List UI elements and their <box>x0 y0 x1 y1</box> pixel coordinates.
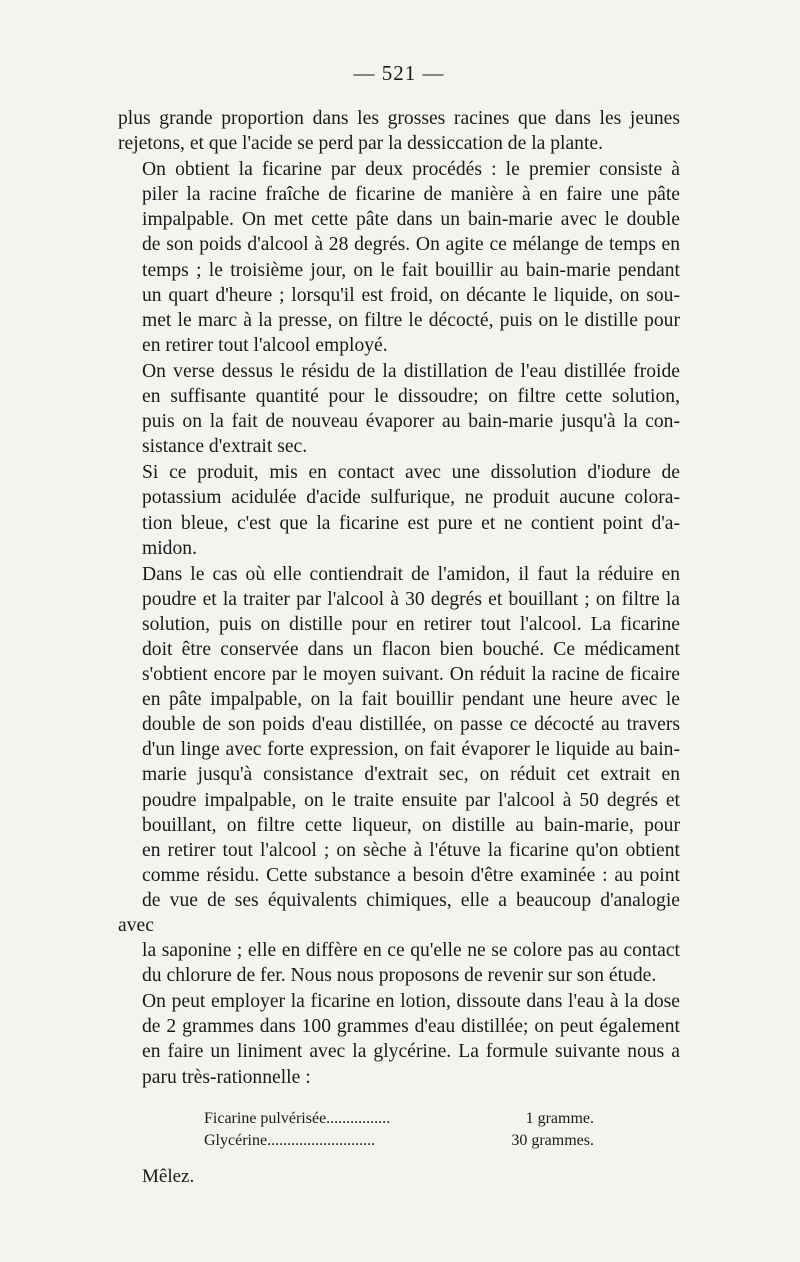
closing-instruction: Mêlez. <box>142 1165 195 1187</box>
text-line: impalpable. On met cette pâte dans un bain-marie avec le double <box>142 209 680 231</box>
text-line: comme résidu. Cette substance a besoin d'être examinée : au point <box>142 864 680 886</box>
paragraph <box>118 106 680 156</box>
body-text <box>118 106 680 1090</box>
paragraph <box>118 989 680 1089</box>
text-line: du chlorure de fer. Nous nous proposons de revenir sur son étude. <box>142 965 657 987</box>
text-line: la saponine ; elle en diffère en ce qu'elle ne se colore pas au contact <box>142 940 680 962</box>
text-line: paru très-rationnelle : <box>142 1066 311 1088</box>
text-line: s'obtient encore par le moyen suivant. On réduit la racine de ficaire <box>142 664 680 686</box>
text-line: midon. <box>142 537 197 559</box>
paragraph <box>118 460 680 560</box>
text-line: en pâte impalpable, on la fait bouillir pendant une heure avec le <box>142 689 680 711</box>
text-line: Si ce produit, mis en contact avec une dissolution d'iodure de <box>142 462 680 484</box>
text-line: poudre impalpable, on le traite ensuite par l'alcool à 50 degrés et <box>142 789 680 811</box>
ingredient-name: Ficarine pulvérisée................ <box>204 1109 391 1127</box>
text-line: rejetons, et que l'acide se perd par la dessiccation de la plante. <box>118 133 604 155</box>
text-line: de 2 grammes dans 100 grammes d'eau distillée; on peut également <box>142 1016 680 1038</box>
recipe-row <box>204 1130 594 1152</box>
text-line: doit être conservée dans un flacon bien bouché. Ce médicament <box>142 638 680 660</box>
text-line: de vue de ses équivalents chimiques, elle a beaucoup d'analogie avec <box>118 889 680 936</box>
text-line: poudre et la traiter par l'alcool à 30 degrés et bouillant ; on filtre la <box>142 588 680 610</box>
ingredient-name: Glycérine........................... <box>204 1131 376 1149</box>
text-line: potassium acidulée d'acide sulfurique, ne produit aucune colora- <box>142 487 680 509</box>
recipe-list <box>204 1108 594 1152</box>
text-line: un quart d'heure ; lorsqu'il est froid, on décante le liquide, on sou- <box>142 284 680 306</box>
text-line: piler la racine fraîche de ficarine de manière à en faire une pâte <box>142 184 680 206</box>
text-line: tion bleue, c'est que la ficarine est pure et ne contient point d'a- <box>142 512 680 534</box>
text-line: double de son poids d'eau distillée, on passe ce décocté au travers <box>142 714 680 736</box>
text-line: puis on la fait de nouveau évaporer au bain-marie jusqu'à la con- <box>142 411 680 433</box>
text-line: plus grande proportion dans les grosses racines que dans les jeunes <box>118 108 680 129</box>
paragraph <box>118 359 680 459</box>
text-line: en retirer tout l'alcool employé. <box>142 334 388 356</box>
paragraph <box>118 562 680 989</box>
text-line: On obtient la ficarine par deux procédés : le premier consiste à <box>142 159 680 181</box>
text-line: met le marc à la presse, on filtre le décocté, puis on le distille pour <box>142 309 680 331</box>
text-line: On peut employer la ficarine en lotion, dissoute dans l'eau à la dose <box>142 991 680 1013</box>
text-line: On verse dessus le résidu de la distillation de l'eau distillée froide <box>142 360 680 382</box>
text-line: temps ; le troisième jour, on le fait bouillir au bain-marie pendant <box>142 259 680 281</box>
book-page <box>118 58 680 1188</box>
paragraph <box>118 157 680 358</box>
text-line: bouillant, on filtre cette liqueur, on distille au bain-marie, pour <box>142 814 680 836</box>
ingredient-quantity: 30 grammes. <box>511 1131 594 1149</box>
text-line: sistance d'extrait sec. <box>142 436 308 458</box>
text-line: solution, puis on distille pour en retirer tout l'alcool. La ficarine <box>142 613 680 635</box>
ingredient-quantity: 1 gramme. <box>525 1109 594 1127</box>
text-line: d'un linge avec forte expression, on fait évaporer le liquide au bain- <box>142 739 680 761</box>
text-line: Dans le cas où elle contiendrait de l'amidon, il faut la réduire en <box>142 563 680 585</box>
text-line: en suffisante quantité pour le dissoudre; on filtre cette solution, <box>142 386 680 408</box>
text-line: marie jusqu'à consistance d'extrait sec, on réduit cet extrait en <box>142 764 680 786</box>
text-line: en retirer tout l'alcool ; on sèche à l'étuve la ficarine qu'on obtient <box>142 839 680 861</box>
recipe-row <box>204 1108 594 1130</box>
text-line: de son poids d'alcool à 28 degrés. On agite ce mélange de temps en <box>142 234 680 256</box>
text-line: en faire un liniment avec la glycérine. La formule suivante nous a <box>142 1041 680 1063</box>
page-number: — 521 — <box>353 61 445 85</box>
